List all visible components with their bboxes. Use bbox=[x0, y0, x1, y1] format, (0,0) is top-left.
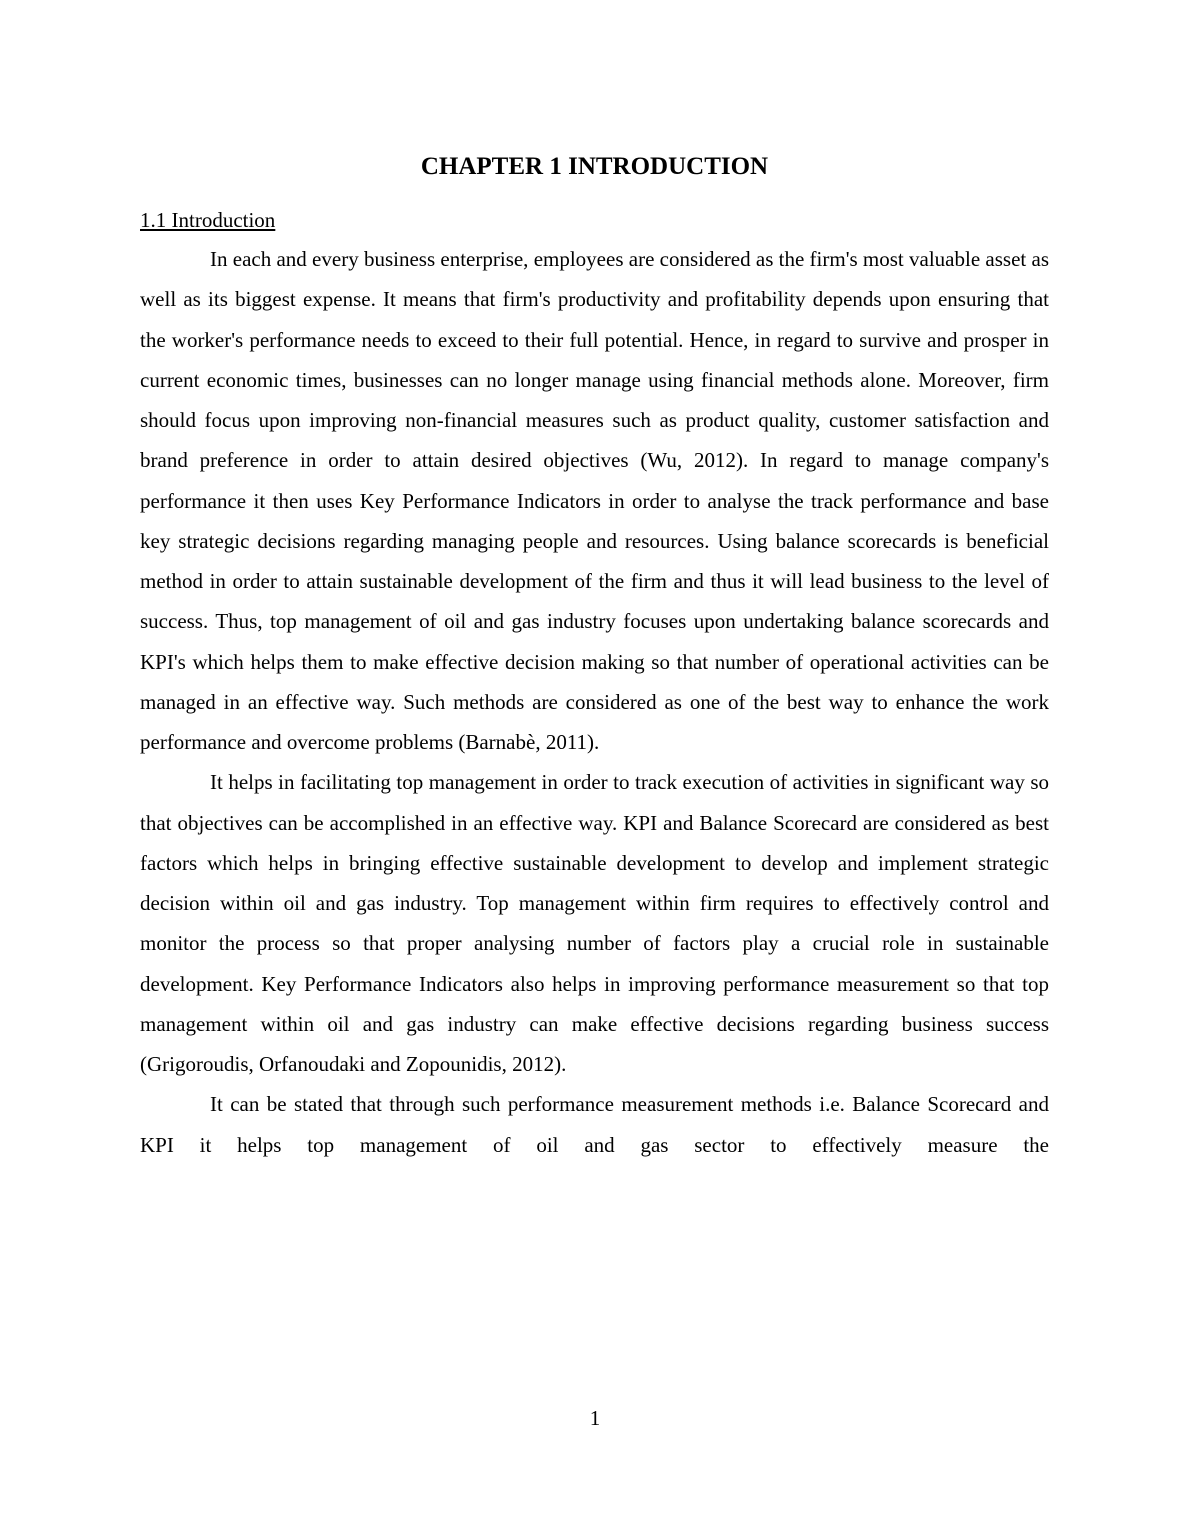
body-paragraph-3: It can be stated that through such performance measurement methods i.e. Balance Scorecard and KPI it helps top management of oil and gas sector to effectively measure the bbox=[140, 1092, 1049, 1157]
body-paragraph-1: In each and every business enterprise, employees are considered as the firm's most valuable asset as well as its biggest expense. It means that firm's productivity and profitability depends upon ensuring that the worker's performance needs to exceed to their full potential. Hence, in regard to survive and prosper in current economic times, businesses can no longer manage using financial methods alone. Moreover, firm should focus upon improving non-financial measures such as product quality, customer satisfaction and brand preference in order to attain desired objectives (Wu, 2012). In regard to manage company's performance it then uses Key Performance Indicators in order to analyse the track performance and base key strategic decisions regarding managing people and resources. Using balance scorecards is beneficial method in order to attain sustainable development of the firm and thus it will lead business to the level of success. Thus, top management of oil and gas industry focuses upon undertaking balance scorecards and KPI's which helps them to make effective decision making so that number of operational activities can be managed in an effective way. Such methods are considered as one of the best way to enhance the work performance and overcome problems (Barnabè, 2011). bbox=[140, 247, 1049, 754]
chapter-title: CHAPTER 1 INTRODUCTION bbox=[420, 153, 769, 180]
page-number: 1 bbox=[589, 1406, 601, 1430]
section-heading: 1.1 Introduction bbox=[140, 208, 276, 232]
body-paragraph-2: It helps in facilitating top management in order to track execution of activities in significant way so that objectives can be accomplished in an effective way. KPI and Balance Scorecard are considered as best factors which helps in bringing effective sustainable development to develop and implement strategic decision within oil and gas industry. Top management within firm requires to effectively control and monitor the process so that proper analysing number of factors play a crucial role in sustainable development. Key Performance Indicators also helps in improving performance measurement so that top management within oil and gas industry can make effective decisions regarding business success (Grigoroudis, Orfanoudaki and Zopounidis, 2012). bbox=[140, 770, 1049, 1076]
page-content bbox=[140, 150, 1049, 1165]
